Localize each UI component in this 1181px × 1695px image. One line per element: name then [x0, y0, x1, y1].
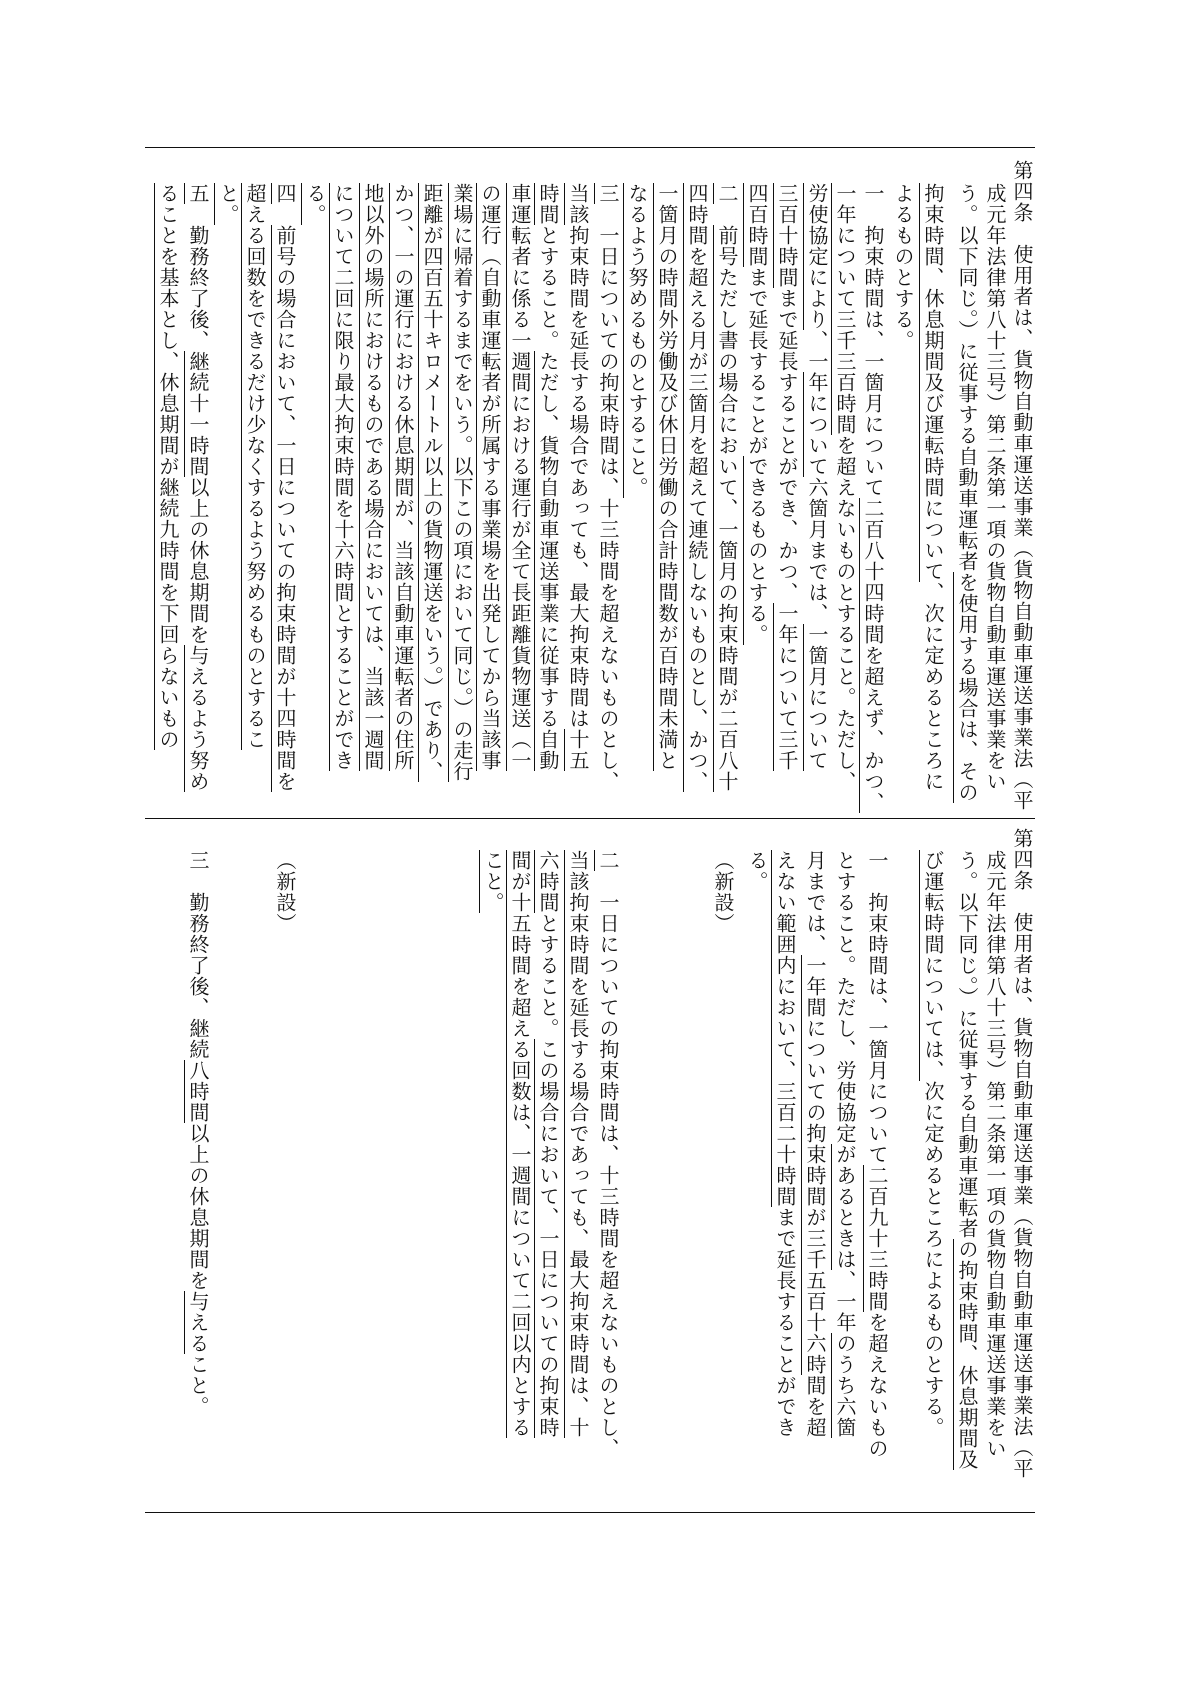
text-segment: （新設）: [273, 850, 297, 934]
text-line: [834, 850, 856, 1438]
text-segment: まで延長することができ、かつ、: [775, 288, 799, 603]
text-segment: 次に定めるところによるものとする。: [921, 1081, 945, 1438]
underlined-amendment: 時間: [536, 183, 560, 225]
underlined-amendment: なるよう努めるものとすること。: [625, 183, 649, 498]
text-line: [922, 850, 944, 1438]
underlined-amendment: の拘束時間、休息期間及: [955, 1239, 979, 1470]
underlined-amendment: 労使協定により: [805, 183, 829, 330]
text-segment: う。以下同じ。）に従事する自動車運転者: [955, 850, 979, 1239]
underlined-amendment: 間が十五時間を超える回数は、一週間について二回以内とする: [508, 850, 532, 1438]
text-segment: 成元年法律第八十三号）第二条第一項の貨物自動車運送事業をい: [983, 850, 1007, 1459]
text-line: [482, 850, 504, 913]
text-line: [656, 183, 678, 771]
underlined-amendment: この場合において、一日についての拘束時: [536, 1039, 560, 1438]
underlined-amendment: 四: [273, 183, 297, 204]
text-segment: 勤務終了後、: [186, 204, 210, 351]
underlined-amendment: 一箇月の時間外労働及び休日労働の合計時間数が百時間未満と: [655, 183, 679, 771]
underlined-amendment: ただし、貨物自動車運送事業に従事する自動: [536, 351, 560, 771]
text-segment: よるものとする。: [891, 183, 915, 351]
text-segment: 月までは、: [803, 850, 827, 955]
text-segment: 一 拘束時間は、一箇月について: [865, 850, 889, 1165]
text-line: [332, 183, 354, 771]
text-segment: [715, 204, 739, 225]
text-line: [746, 850, 768, 892]
underlined-amendment: 一年間についての拘束時間が三千五百十六時: [803, 955, 827, 1375]
text-segment: 成元年法律第八十三号）第二条第一項の貨物自動車運送事業をい: [983, 183, 1007, 792]
underlined-amendment: 四時間を超える月が三箇月を超えて連続しないものとし、かつ、: [685, 183, 709, 792]
underlined-amendment: 二百八十四時間を超えず、かつ、: [861, 498, 885, 813]
underlined-amendment: 五: [186, 183, 210, 204]
table-middle-rule: [145, 818, 1035, 819]
underlined-amendment: る。: [303, 183, 327, 225]
text-line: [187, 183, 209, 792]
text-line: [597, 183, 619, 792]
underlined-amendment: 超える回数をできるだけ少なくするよう努めるものとするこ: [243, 183, 267, 750]
text-segment: 拘束時間を延長する場合であっても、最大拘束時間は: [566, 225, 590, 729]
underlined-amendment: できるものとする。: [745, 456, 769, 645]
text-segment: まで延長することが: [745, 267, 769, 456]
underlined-amendment: 与える: [186, 1291, 210, 1354]
text-line: [567, 183, 589, 771]
underlined-amendment: 一年について三千三百時間: [833, 183, 857, 435]
text-segment: う。以下同じ。）に従事する自動車運転者: [955, 183, 979, 572]
text-line: [774, 850, 796, 1438]
text-segment: [273, 204, 297, 225]
text-segment: を超えないもの: [865, 1312, 889, 1459]
underlined-amendment: ることを基本とし、休息期間が継続九時間を下回らないもの: [156, 183, 180, 750]
text-segment: 第四条 使用者は、貨物自動車運送事業（貨物自動車運送事業法（平: [1010, 160, 1034, 811]
text-segment: 、一: [805, 330, 829, 372]
text-line: [537, 850, 559, 1438]
underlined-amendment: 与えるよう努め: [186, 645, 210, 792]
text-segment: 以上の休息期間を: [186, 1123, 210, 1291]
text-segment: 以上の休息期間を: [186, 477, 210, 645]
text-line: [892, 183, 914, 351]
underlined-amendment: 当該: [566, 183, 590, 225]
underlined-amendment: 三百十時間: [775, 183, 799, 288]
underlined-amendment: 四百時間: [745, 183, 769, 267]
text-line: [421, 183, 443, 782]
text-segment: 三 勤務終了後、継続: [186, 850, 210, 1060]
underlined-amendment: 地以外の場所におけるものである場合においては、当該一週間: [361, 183, 385, 771]
text-segment: 、次に定めるところに: [921, 582, 945, 792]
text-line: [956, 850, 978, 1470]
text-line: [509, 183, 531, 771]
underlined-amendment: 三: [596, 183, 620, 204]
text-segment: とすること。ただし、労使協定: [833, 850, 857, 1144]
text-segment: 六箇月までは、: [805, 477, 829, 624]
text-line: [866, 850, 888, 1459]
underlined-amendment: 六時間: [536, 850, 560, 913]
text-line: [804, 850, 826, 1438]
text-segment: 一 拘束時間は、一箇月について: [861, 183, 885, 498]
underlined-amendment: 二: [596, 850, 620, 871]
underlined-amendment: 車運転者に係る一週間における運行が全て長距離貨物運送（一: [508, 183, 532, 771]
underlined-amendment: 一年について三千: [775, 603, 799, 771]
text-line: [217, 183, 239, 225]
text-segment: こと。: [186, 1354, 210, 1417]
underlined-amendment: 前号ただし書の場合において、一箇月の拘束時間が二百八十: [715, 225, 739, 792]
underlined-amendment: 業場に帰着するまでをいう。以下この項において同じ。）の走行: [450, 183, 474, 782]
text-line: [187, 850, 209, 1417]
text-line: [362, 183, 384, 771]
underlined-amendment: と。: [216, 183, 240, 225]
underlined-amendment: 一箇月について: [805, 624, 829, 771]
text-segment: とすること。: [536, 913, 560, 1039]
text-line: [451, 183, 473, 782]
underlined-amendment: 八時間: [186, 1060, 210, 1123]
underlined-amendment: のうち六箇: [833, 1333, 857, 1438]
text-segment: まで延長することができ: [773, 1207, 797, 1438]
text-line: [746, 183, 768, 645]
underlined-amendment: があるときは: [833, 1144, 857, 1270]
text-line: [956, 183, 978, 803]
text-line: [834, 183, 856, 792]
text-line: [984, 850, 1006, 1459]
underlined-amendment: 二百九十三時間: [865, 1165, 889, 1312]
underlined-amendment: 十五: [566, 729, 590, 771]
underlined-amendment: 距離が四百五十キロメートル以上の貨物運送をいう。）であり、: [420, 183, 444, 782]
text-line: [157, 183, 179, 750]
text-line: [686, 183, 708, 792]
text-line: [304, 183, 326, 225]
text-line: [479, 183, 501, 771]
text-line: [274, 850, 296, 934]
text-line: [1011, 828, 1033, 1479]
text-line: [567, 850, 589, 1438]
underlined-amendment: 継続十一時間: [186, 351, 210, 477]
text-line: [806, 183, 828, 771]
underlined-amendment: かつ、一の運行における休息期間が、当該自動車運転者の住所: [391, 183, 415, 771]
text-line: [537, 183, 559, 771]
underlined-amendment: 拘束時間、休息期間及び運転時間について: [921, 183, 945, 582]
text-segment: 間を超: [803, 1375, 827, 1438]
text-segment: 第四条 使用者は、貨物自動車運送事業（貨物自動車運送事業法（平: [1010, 828, 1034, 1479]
text-line: [244, 183, 266, 750]
text-line: [862, 183, 884, 813]
text-line: [776, 183, 798, 771]
underlined-amendment: び運転時間については、: [921, 850, 945, 1081]
underlined-amendment: 前号の場合において、一日についての拘束時間が十四時間を: [273, 225, 297, 792]
text-segment: （新設）: [711, 850, 735, 934]
underlined-amendment: を使用する場合は、その: [955, 572, 979, 803]
text-line: [597, 850, 619, 1459]
text-segment: 一日についての拘束時間は、十三時間を超えないものとし、: [596, 871, 620, 1459]
text-segment: 一日についての拘束時間は、十三時間を超えないものとし、: [596, 204, 620, 792]
text-segment: る。: [745, 850, 769, 892]
text-line: [984, 183, 1006, 792]
table-bottom-rule: [145, 1512, 1035, 1513]
underlined-amendment: 当該拘束時間を延長する場合であっても、最大拘束時間は、十: [566, 850, 590, 1438]
underlined-amendment: こと。: [481, 850, 505, 913]
text-segment: 、一年: [833, 1270, 857, 1333]
text-line: [712, 850, 734, 934]
text-segment: を超えないものとすること。ただし、: [833, 435, 857, 792]
underlined-amendment: えない範囲内において、三百二十時間: [773, 850, 797, 1207]
text-line: [626, 183, 648, 498]
underlined-amendment: 二: [715, 183, 739, 204]
table-top-rule: [145, 147, 1035, 148]
text-line: [392, 183, 414, 771]
underlined-amendment: 年について: [805, 372, 829, 477]
text-line: [1011, 160, 1033, 811]
text-segment: とすること。: [536, 225, 560, 351]
text-line: [922, 183, 944, 792]
underlined-amendment: の運行（自動車運転者が所属する事業場を出発してから当該事: [478, 183, 502, 771]
underlined-amendment: について二回に限り最大拘束時間を十六時間とすることができ: [331, 183, 355, 771]
text-line: [716, 183, 738, 792]
text-line: [509, 850, 531, 1438]
text-line: [274, 183, 296, 792]
